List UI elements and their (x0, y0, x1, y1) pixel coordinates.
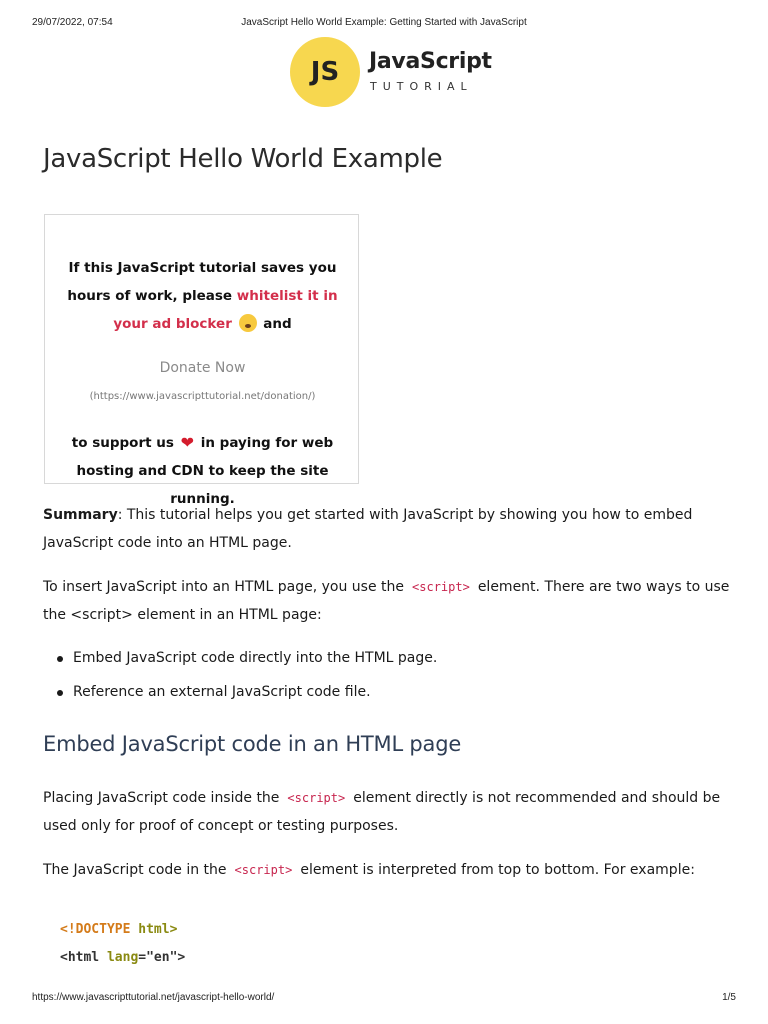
whitelist-link-text: whitelist it in (236, 288, 338, 304)
code-doctype-html: html> (130, 922, 178, 937)
inline-code: <script> (234, 863, 293, 877)
promo-message (45, 254, 360, 338)
support-post: in paying for web (196, 435, 334, 451)
summary-paragraph (43, 501, 733, 557)
print-url: https://www.javascripttutorial.net/javascript-hello-world/ (32, 992, 275, 1003)
list-item: Reference an external JavaScript code file. (43, 678, 437, 712)
whitelist-link-text-2: your ad blocker (113, 316, 232, 332)
print-footer (0, 992, 768, 1006)
interpreted-paragraph (43, 856, 733, 884)
code-tag-close: > (177, 950, 186, 965)
summary-label: Summary (43, 507, 118, 523)
promo-line2: hours of work, please (67, 288, 237, 304)
code-eq: = (138, 950, 147, 965)
support-pre: to support us (71, 435, 179, 451)
summary-text: : This tutorial helps you get started with JavaScript by showing you how to embed JavaScript code into an HTML page. (43, 507, 693, 551)
code-line (60, 916, 185, 944)
site-logo[interactable] (290, 37, 490, 109)
print-date: 29/07/2022, 07:54 (32, 17, 113, 28)
interpreted-text-pre: The JavaScript code in the (43, 862, 227, 878)
section-heading: Embed JavaScript code in an HTML page (43, 732, 462, 756)
ad-blocker-notice (44, 214, 359, 507)
logo-name: JavaScript (369, 49, 492, 74)
crying-face-icon (239, 314, 257, 332)
interpreted-text-post: element is interpreted from top to bottom. For example: (300, 862, 695, 878)
logo-subtitle: TUTORIAL (370, 80, 473, 93)
support-hosting: hosting and CDN to keep the site (76, 463, 329, 479)
insert-paragraph (43, 573, 733, 629)
promo-line1: If this JavaScript tutorial saves you (68, 260, 337, 276)
page-title: JavaScript Hello World Example (43, 144, 443, 174)
heart-icon: ❤ (180, 433, 195, 452)
insert-text-pre: To insert JavaScript into an HTML page, you use the (43, 579, 405, 595)
code-tag: <html (60, 950, 100, 965)
page-number: 1/5 (722, 992, 736, 1003)
placing-text-post: element directly is not recommended and should be used only for proof of concept or testing purposes. (43, 790, 721, 834)
code-line (60, 944, 185, 972)
js-logo-icon: JS (290, 37, 360, 107)
embed-methods-list (43, 644, 437, 712)
donate-now-link[interactable]: Donate Now (159, 360, 246, 376)
code-doctype: <!DOCTYPE (60, 922, 131, 937)
donate-url: (https://www.javascripttutorial.net/donation/) (89, 391, 316, 402)
support-running: running. (170, 491, 235, 507)
promo-and: and (258, 316, 292, 332)
placing-text-pre: Placing JavaScript code inside the (43, 790, 280, 806)
inline-code: <script> (412, 580, 470, 594)
list-item: Embed JavaScript code directly into the HTML page. (43, 644, 437, 678)
code-attr: lang (99, 950, 139, 965)
insert-text-post: element. There are two ways to use the <script> element in an HTML page: (43, 579, 730, 623)
code-example[interactable] (60, 916, 185, 972)
print-header (0, 17, 768, 31)
placing-paragraph (43, 784, 733, 840)
print-title: JavaScript Hello World Example: Getting Started with JavaScript (241, 17, 527, 28)
code-value: "en" (146, 950, 178, 965)
inline-code: <script> (287, 791, 346, 805)
